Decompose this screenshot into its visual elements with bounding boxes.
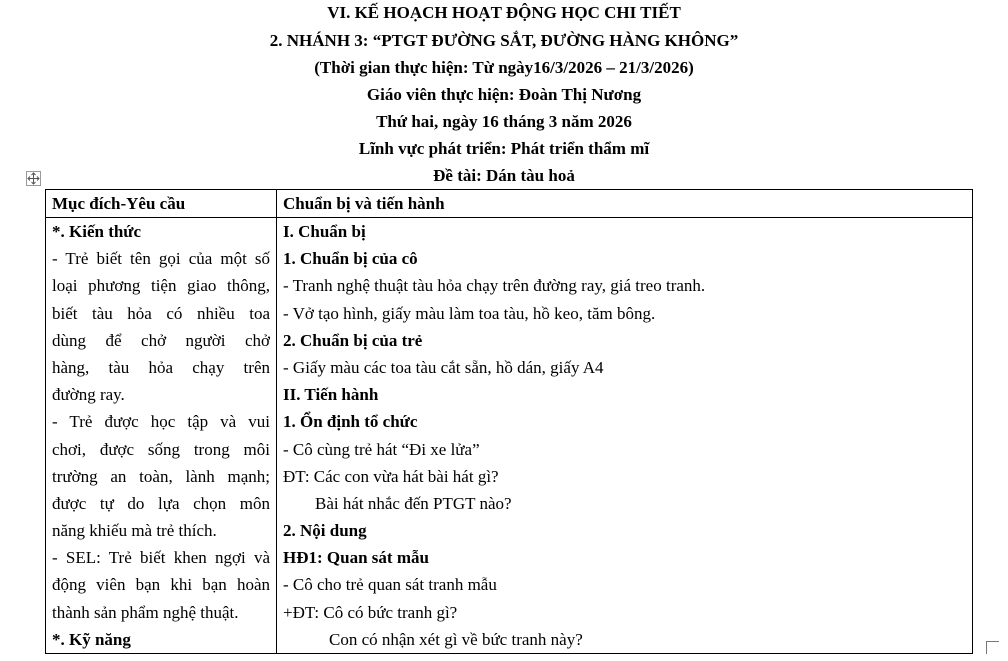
table-move-handle[interactable] [26,171,41,186]
text-line: trường an toàn, lành mạnh; [52,466,270,486]
table-body-row [46,218,973,654]
text-line: II. Tiến hành [283,385,379,405]
preparation-cell [277,218,973,654]
text-line: *. Kỹ năng [52,629,131,649]
text-line: được tự do lựa chọn môn [52,493,270,513]
text-line: Con có nhận xét gì về bức tranh này? [329,629,583,649]
field-value: : Phát triển thẩm mĩ [500,139,650,158]
objectives-cell [46,218,277,654]
text-line: năng khiếu mà trẻ thích. [52,521,217,541]
text-line: I. Chuẩn bị [283,222,366,241]
text-line: thành sản phẩm nghệ thuật. [52,602,239,622]
text-line: đường ray. [52,385,125,405]
text-line: - SEL: Trẻ biết khen ngợi và [52,548,270,568]
text-line: 2. Nội dung [283,521,367,541]
text-line: chơi, được sống trong môi [52,439,270,459]
development-field [0,139,1008,159]
teacher-name: Giáo viên thực hiện: Đoàn Thị Nương [366,85,642,104]
text-line: ĐT: Các con vừa hát bài hát gì? [283,466,499,486]
time-frame: (Thời gian thực hiện: Từ ngày16/3/2026 – 21/3/2026) [314,58,694,77]
text-line: 2. Chuẩn bị của trẻ [283,330,423,350]
text-line: HĐ1: Quan sát mẫu [283,548,429,568]
field-label: Lĩnh vực phát triển [358,139,501,158]
text-line: - Tranh nghệ thuật tàu hỏa chạy trên đường ray, giá treo tranh. [283,276,706,296]
text-line: - Giấy màu các toa tàu cắt sẵn, hồ dán, giấy A4 [283,357,604,377]
header-objectives: Mục đích-Yêu cầu [46,190,277,218]
text-line: 1. Chuẩn bị của cô [283,249,418,269]
text-line: động viên bạn khi bạn hoàn [52,575,270,595]
table-header-row [46,190,973,218]
text-line: dùng để chở người chở [52,330,270,350]
branch-title: 2. NHÁNH 3: “PTGT ĐƯỜNG SẮT, ĐƯỜNG HÀNG KHÔNG” [269,31,739,50]
text-line: Bài hát nhắc đến PTGT nào? [315,493,512,513]
text-line: *. Kiến thức [52,222,142,241]
page-corner-mark [986,641,999,654]
text-line: biết tàu hỏa có nhiều toa [52,303,270,323]
section-title: VI. KẾ HOẠCH HOẠT ĐỘNG HỌC CHI TIẾT [327,3,681,22]
move-arrows-icon [27,172,40,185]
text-line: 1. Ổn định tổ chức [283,412,418,432]
lesson-date: Thứ hai, ngày 16 tháng 3 năm 2026 [376,112,632,131]
text-line: +ĐT: Cô có bức tranh gì? [283,602,458,622]
text-line: - Cô cùng trẻ hát “Đi xe lửa” [283,439,480,459]
header-preparation: Chuẩn bị và tiến hành [277,190,973,218]
text-line: - Cô cho trẻ quan sát tranh mẫu [283,575,497,595]
text-line: - Trẻ biết tên gọi của một số [52,249,270,269]
lesson-topic: Đề tài: Dán tàu hoả [433,166,575,185]
text-line: - Vở tạo hình, giấy màu làm toa tàu, hồ keo, tăm bông. [283,303,656,323]
text-line: hàng, tàu hỏa chạy trên [52,357,270,377]
text-line: - Trẻ được học tập và vui [52,412,270,432]
lesson-plan-table [45,189,973,654]
text-line: loại phương tiện giao thông, [52,276,270,296]
